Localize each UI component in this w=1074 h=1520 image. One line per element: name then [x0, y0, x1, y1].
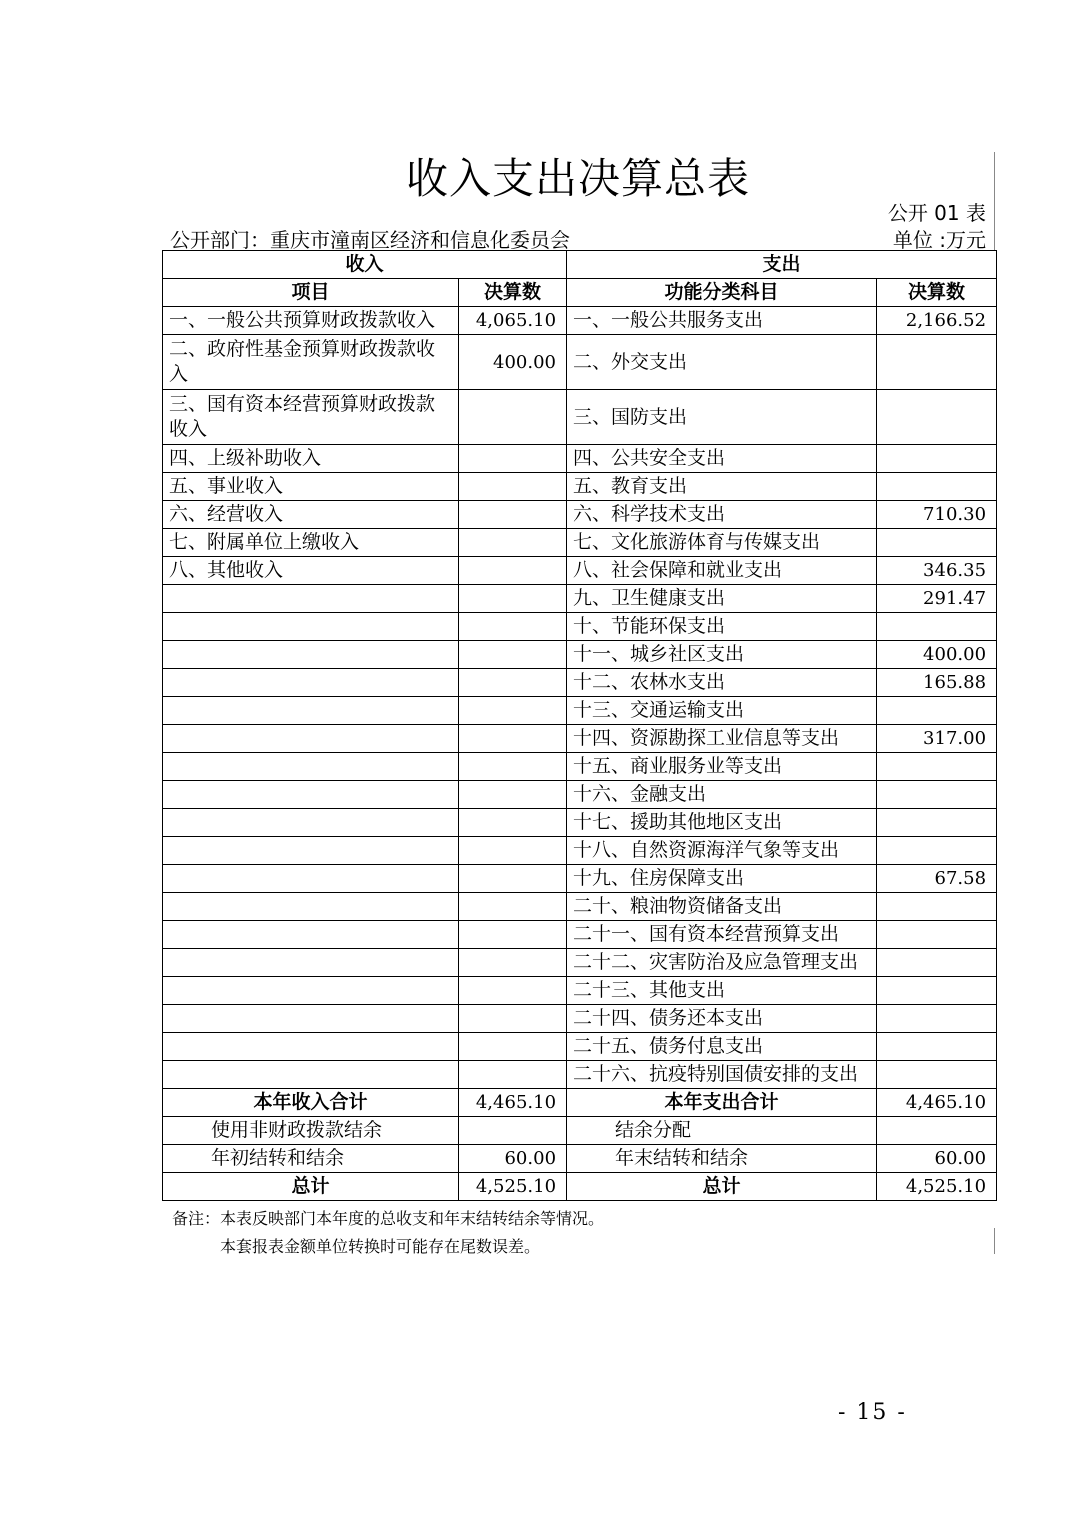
- income-amount-cell: [459, 1061, 567, 1089]
- end-balance-value: 60.00: [877, 1145, 997, 1173]
- expense-item-cell: 二十二、灾害防治及应急管理支出: [567, 949, 877, 977]
- expense-item-cell: 九、卫生健康支出: [567, 585, 877, 613]
- table-row: [163, 1061, 997, 1089]
- table-row: [163, 753, 997, 781]
- income-item-cell: [163, 921, 459, 949]
- expense-amount-cell: [877, 837, 997, 865]
- expense-item-cell: 三、国防支出: [567, 390, 877, 445]
- expense-item-cell: 二、外交支出: [567, 335, 877, 390]
- func-item-header: 功能分类科目: [567, 279, 877, 307]
- expense-amount-cell: 346.35: [877, 557, 997, 585]
- summary-body: [163, 1089, 997, 1201]
- income-amount-cell: [459, 1033, 567, 1061]
- table-row: [163, 893, 997, 921]
- expense-amount-cell: [877, 390, 997, 445]
- expense-amount-cell: [877, 893, 997, 921]
- expense-amount-cell: [877, 1005, 997, 1033]
- income-item-cell: [163, 1061, 459, 1089]
- income-item-cell: [163, 781, 459, 809]
- table-row: [163, 335, 997, 390]
- expense-item-cell: 一、一般公共服务支出: [567, 307, 877, 335]
- income-amount-cell: [459, 753, 567, 781]
- income-amount-cell: [459, 585, 567, 613]
- expense-total-label: 本年支出合计: [567, 1089, 877, 1117]
- expense-amount-cell: 67.58: [877, 865, 997, 893]
- expense-item-cell: 十四、资源勘探工业信息等支出: [567, 725, 877, 753]
- nonfiscal-label: 使用非财政拨款结余: [163, 1117, 459, 1145]
- income-item-cell: 八、其他收入: [163, 557, 459, 585]
- expense-amount-cell: 710.30: [877, 501, 997, 529]
- income-item-cell: [163, 1005, 459, 1033]
- table-number: 公开 01 表: [887, 201, 986, 225]
- table-row: [163, 837, 997, 865]
- expense-item-cell: 五、教育支出: [567, 473, 877, 501]
- income-item-cell: [163, 697, 459, 725]
- expense-item-cell: 二十、粮油物资储备支出: [567, 893, 877, 921]
- expense-amount-cell: 400.00: [877, 641, 997, 669]
- expense-item-cell: 十、节能环保支出: [567, 613, 877, 641]
- expense-amount-cell: [877, 473, 997, 501]
- expense-item-cell: 二十三、其他支出: [567, 977, 877, 1005]
- expense-item-cell: 十一、城乡社区支出: [567, 641, 877, 669]
- margin-line-bottom: [994, 1228, 995, 1254]
- expense-amount-cell: [877, 1061, 997, 1089]
- expense-total-value: 4,465.10: [877, 1089, 997, 1117]
- expense-amount-cell: [877, 753, 997, 781]
- table-body: [163, 307, 997, 1089]
- table-row: [163, 697, 997, 725]
- income-amount-cell: [459, 809, 567, 837]
- table-row: [163, 949, 997, 977]
- table-row: [163, 390, 997, 445]
- expense-item-cell: 二十四、债务还本支出: [567, 1005, 877, 1033]
- table-row: [163, 557, 997, 585]
- expense-item-cell: 二十一、国有资本经营预算支出: [567, 921, 877, 949]
- income-item-cell: [163, 865, 459, 893]
- expense-amount-cell: 2,166.52: [877, 307, 997, 335]
- income-item-cell: 六、经营收入: [163, 501, 459, 529]
- table-row: [163, 865, 997, 893]
- income-item-cell: 四、上级补助收入: [163, 445, 459, 473]
- income-amount-cell: [459, 837, 567, 865]
- budget-table: [162, 250, 997, 1201]
- income-amount-cell: [459, 725, 567, 753]
- amount-header: 决算数: [459, 279, 567, 307]
- income-amount-cell: [459, 949, 567, 977]
- table-row: [163, 977, 997, 1005]
- income-item-cell: [163, 725, 459, 753]
- expense-amount-cell: [877, 697, 997, 725]
- expense-item-cell: 十二、农林水支出: [567, 669, 877, 697]
- income-amount-cell: [459, 613, 567, 641]
- header-row-columns: [163, 279, 997, 307]
- income-amount-cell: [459, 529, 567, 557]
- table-row: [163, 529, 997, 557]
- expense-amount-cell: 291.47: [877, 585, 997, 613]
- expense-header: 支出: [567, 251, 997, 279]
- income-header: 收入: [163, 251, 567, 279]
- grand-total-label-income: 总计: [163, 1173, 459, 1201]
- table-row: [163, 473, 997, 501]
- income-item-cell: [163, 893, 459, 921]
- note-line-2: 本套报表金额单位转换时可能存在尾数误差。: [220, 1237, 541, 1256]
- expense-amount-cell: 165.88: [877, 669, 997, 697]
- expense-item-cell: 十八、自然资源海洋气象等支出: [567, 837, 877, 865]
- income-item-cell: [163, 949, 459, 977]
- income-item-cell: [163, 1033, 459, 1061]
- income-amount-cell: [459, 669, 567, 697]
- expense-amount-cell: [877, 921, 997, 949]
- page-number: - 15 -: [838, 1400, 907, 1425]
- income-total-label: 本年收入合计: [163, 1089, 459, 1117]
- income-item-cell: [163, 669, 459, 697]
- table-row: [163, 1033, 997, 1061]
- header-row-sections: [163, 251, 997, 279]
- table-row: [163, 1005, 997, 1033]
- income-amount-cell: [459, 445, 567, 473]
- income-amount-cell: [459, 697, 567, 725]
- expense-item-cell: 四、公共安全支出: [567, 445, 877, 473]
- income-item-cell: 七、附属单位上缴收入: [163, 529, 459, 557]
- expense-amount-cell: [877, 529, 997, 557]
- income-amount-cell: [459, 1005, 567, 1033]
- item-header: 项目: [163, 279, 459, 307]
- income-amount-cell: [459, 865, 567, 893]
- expense-item-cell: 十三、交通运输支出: [567, 697, 877, 725]
- expense-item-cell: 十七、援助其他地区支出: [567, 809, 877, 837]
- alloc-label: 结余分配: [567, 1117, 877, 1145]
- income-amount-cell: [459, 781, 567, 809]
- expense-amount-cell: [877, 977, 997, 1005]
- end-balance-label: 年末结转和结余: [567, 1145, 877, 1173]
- expense-amount-cell: [877, 335, 997, 390]
- expense-item-cell: 十六、金融支出: [567, 781, 877, 809]
- alloc-value: [877, 1117, 997, 1145]
- income-total-value: 4,465.10: [459, 1089, 567, 1117]
- expense-item-cell: 二十六、抗疫特别国债安排的支出: [567, 1061, 877, 1089]
- expense-amount-cell: [877, 781, 997, 809]
- income-item-cell: [163, 585, 459, 613]
- income-amount-cell: [459, 641, 567, 669]
- table-row: [163, 1089, 997, 1117]
- table-row: [163, 641, 997, 669]
- begin-balance-label: 年初结转和结余: [163, 1145, 459, 1173]
- income-item-cell: 二、政府性基金预算财政拨款收入: [163, 335, 459, 390]
- income-amount-cell: [459, 390, 567, 445]
- income-item-cell: [163, 977, 459, 1005]
- income-amount-cell: [459, 557, 567, 585]
- income-amount-cell: [459, 893, 567, 921]
- expense-amount-cell: [877, 809, 997, 837]
- expense-amount-cell: 317.00: [877, 725, 997, 753]
- table-row: [163, 669, 997, 697]
- expense-item-cell: 八、社会保障和就业支出: [567, 557, 877, 585]
- expense-amount-cell: [877, 949, 997, 977]
- expense-amount-cell: [877, 445, 997, 473]
- expense-amount-cell: [877, 1033, 997, 1061]
- table-row: [163, 1117, 997, 1145]
- income-item-cell: 五、事业收入: [163, 473, 459, 501]
- income-amount-cell: 400.00: [459, 335, 567, 390]
- expense-item-cell: 十九、住房保障支出: [567, 865, 877, 893]
- expense-item-cell: 二十五、债务付息支出: [567, 1033, 877, 1061]
- unit-label: 单位 :万元: [892, 228, 986, 252]
- expense-item-cell: 七、文化旅游体育与传媒支出: [567, 529, 877, 557]
- grand-total-income: 4,525.10: [459, 1173, 567, 1201]
- page-title: 收入支出决算总表: [405, 154, 750, 203]
- table-row: [163, 585, 997, 613]
- table-row: [163, 1173, 997, 1201]
- income-amount-cell: [459, 921, 567, 949]
- grand-total-label-expense: 总计: [567, 1173, 877, 1201]
- income-amount-cell: [459, 977, 567, 1005]
- expense-item-cell: 十五、商业服务业等支出: [567, 753, 877, 781]
- table-row: [163, 307, 997, 335]
- nonfiscal-value: [459, 1117, 567, 1145]
- amount2-header: 决算数: [877, 279, 997, 307]
- income-item-cell: [163, 753, 459, 781]
- table-row: [163, 921, 997, 949]
- table-row: [163, 445, 997, 473]
- table-row: [163, 1145, 997, 1173]
- table-row: [163, 781, 997, 809]
- income-amount-cell: [459, 473, 567, 501]
- expense-item-cell: 六、科学技术支出: [567, 501, 877, 529]
- income-amount-cell: 4,065.10: [459, 307, 567, 335]
- begin-balance-value: 60.00: [459, 1145, 567, 1173]
- income-amount-cell: [459, 501, 567, 529]
- income-item-cell: 三、国有资本经营预算财政拨款收入: [163, 390, 459, 445]
- income-item-cell: [163, 613, 459, 641]
- income-item-cell: [163, 641, 459, 669]
- table-row: [163, 613, 997, 641]
- table-row: [163, 501, 997, 529]
- note-line-1: 备注：本表反映部门本年度的总收支和年末结转结余等情况。: [172, 1209, 605, 1228]
- income-item-cell: [163, 809, 459, 837]
- income-item-cell: [163, 837, 459, 865]
- income-item-cell: 一、一般公共预算财政拨款收入: [163, 307, 459, 335]
- table-row: [163, 725, 997, 753]
- expense-amount-cell: [877, 613, 997, 641]
- table-row: [163, 809, 997, 837]
- department-label: 公开部门：重庆市潼南区经济和信息化委员会: [170, 228, 570, 252]
- grand-total-expense: 4,525.10: [877, 1173, 997, 1201]
